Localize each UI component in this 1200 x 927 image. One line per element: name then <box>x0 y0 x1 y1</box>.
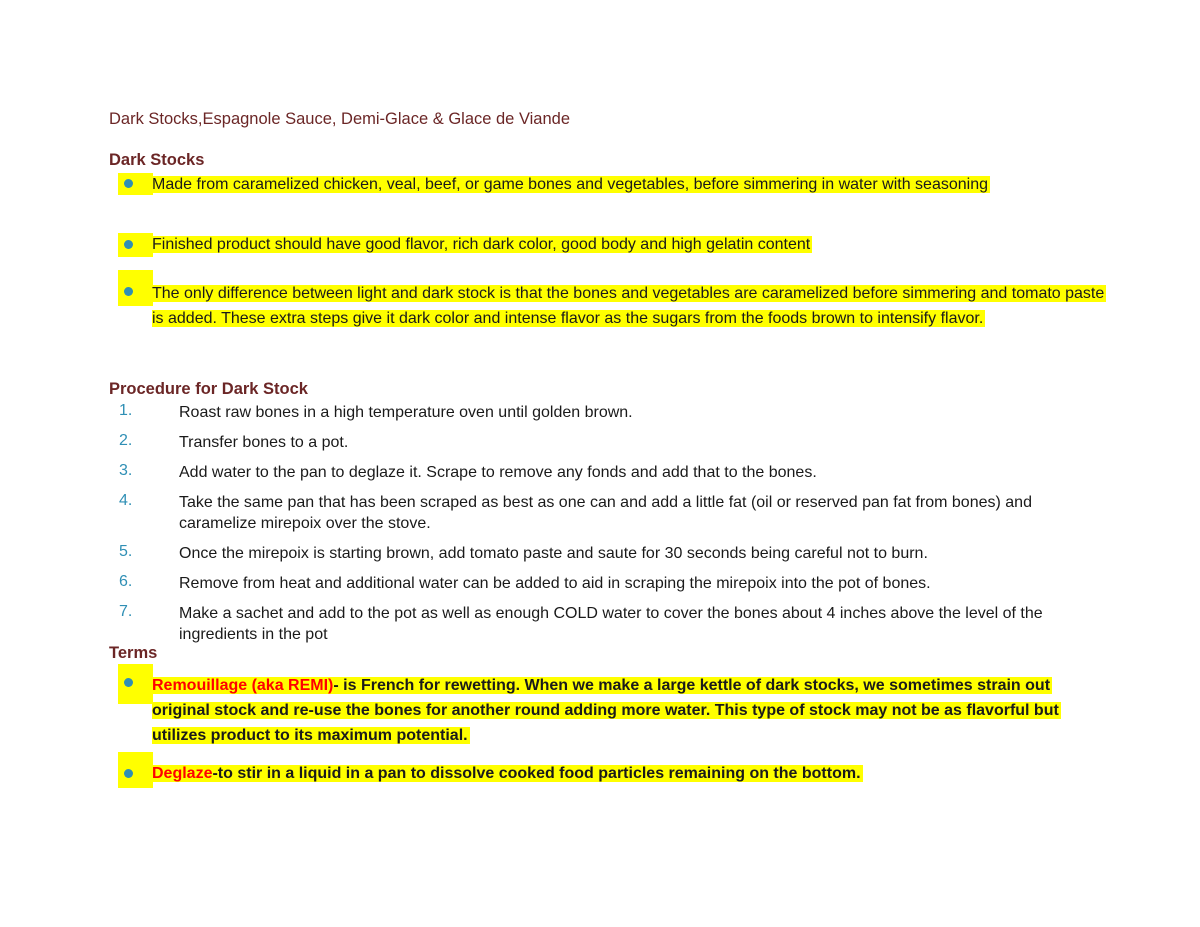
bullet-marker <box>118 173 153 195</box>
term-definition: - is French for rewetting. When we make a large kettle of dark stocks, we sometimes strain out original stock and re-use the bones for another round adding more water. This type of stock may not be as flavorful but utilizes product to its maximum potential. <box>152 677 1059 744</box>
bullet-marker <box>118 270 153 306</box>
list-item: The only difference between light and dark stock is that the bones and vegetables are caramelized before simmering and tomato paste is added. These extra steps give it dark color and intense flavor as the sugars from the foods brown to intensify flavor. <box>152 285 1105 327</box>
procedure-heading: Procedure for Dark Stock <box>109 380 308 398</box>
term-name: Deglaze <box>152 765 213 782</box>
bullet-dot-icon <box>124 240 133 249</box>
bullet-dot-icon <box>124 678 133 687</box>
list-item: Made from caramelized chicken, veal, beef, or game bones and vegetables, before simmering in water with seasoning <box>152 176 988 193</box>
bullet-dot-icon <box>124 287 133 296</box>
dark-stocks-heading: Dark Stocks <box>109 151 205 169</box>
list-item: Finished product should have good flavor, rich dark color, good body and high gelatin content <box>152 236 811 253</box>
term-name: Remouillage (aka REMI) <box>152 677 334 694</box>
term-definition: -to stir in a liquid in a pan to dissolve cooked food particles remaining on the bottom. <box>212 765 861 782</box>
term-entry <box>152 763 1112 785</box>
term-entry <box>152 673 1112 748</box>
bullet-marker <box>118 233 153 257</box>
bullet-marker <box>118 752 153 788</box>
bullet-dot-icon <box>124 179 133 188</box>
bullet-dot-icon <box>124 769 133 778</box>
terms-heading: Terms <box>109 644 158 662</box>
document-page: Dark Stocks,Espagnole Sauce, Demi-Glace & Glace de Viande Dark Stocks Made from caramelized chicken, veal, beef, or game bones and vegetables, before simmering in water with seasoning Finished product should have good flavor, rich dark color, good body and high gelatin content The only difference between light and dark stock is that the bones and vegetables are caramelized before simmering and tomato paste is added. These extra steps give it dark color and intense flavor as the sugars from the foods brown to intensify flavor. Procedure for Dark Stock 1. Roast raw bones in a high temperature oven until golden brown. 2. Transfer bones to a pot. 3. Add water to the pan to deglaze it. Scrape to remove any fonds and add that to the bones. 4. Take the same pan that has been scraped as best as one can and add a little fat (oil or reserved pan fat from bones) and caramelize mirepoix over the stove. 5. Once the mirepoix is starting brown, add tomato paste and saute for 30 seconds being careful not to burn. 6. Remove from heat and additional water can be added to aid in scraping the mirepoix into the pot of bones. 7. Make a sachet and add to the pot as well as enough COLD water to cover the bones about 4 inches above the level of the ingredients in the pot Terms Remouillage (aka REMI)- is French for rewetting. When we make a large kettle of dark stocks, we sometimes strain out original stock and re-use the bones for another round adding more water. This type of stock may not be as flavorful but utilizes product to its maximum potential. Deglaze-to stir in a liquid in a pan to dissolve cooked food particles remaining on the bottom. <box>0 0 1200 927</box>
document-title: Dark Stocks,Espagnole Sauce, Demi-Glace & Glace de Viande <box>109 110 571 128</box>
bullet-marker <box>118 664 153 704</box>
